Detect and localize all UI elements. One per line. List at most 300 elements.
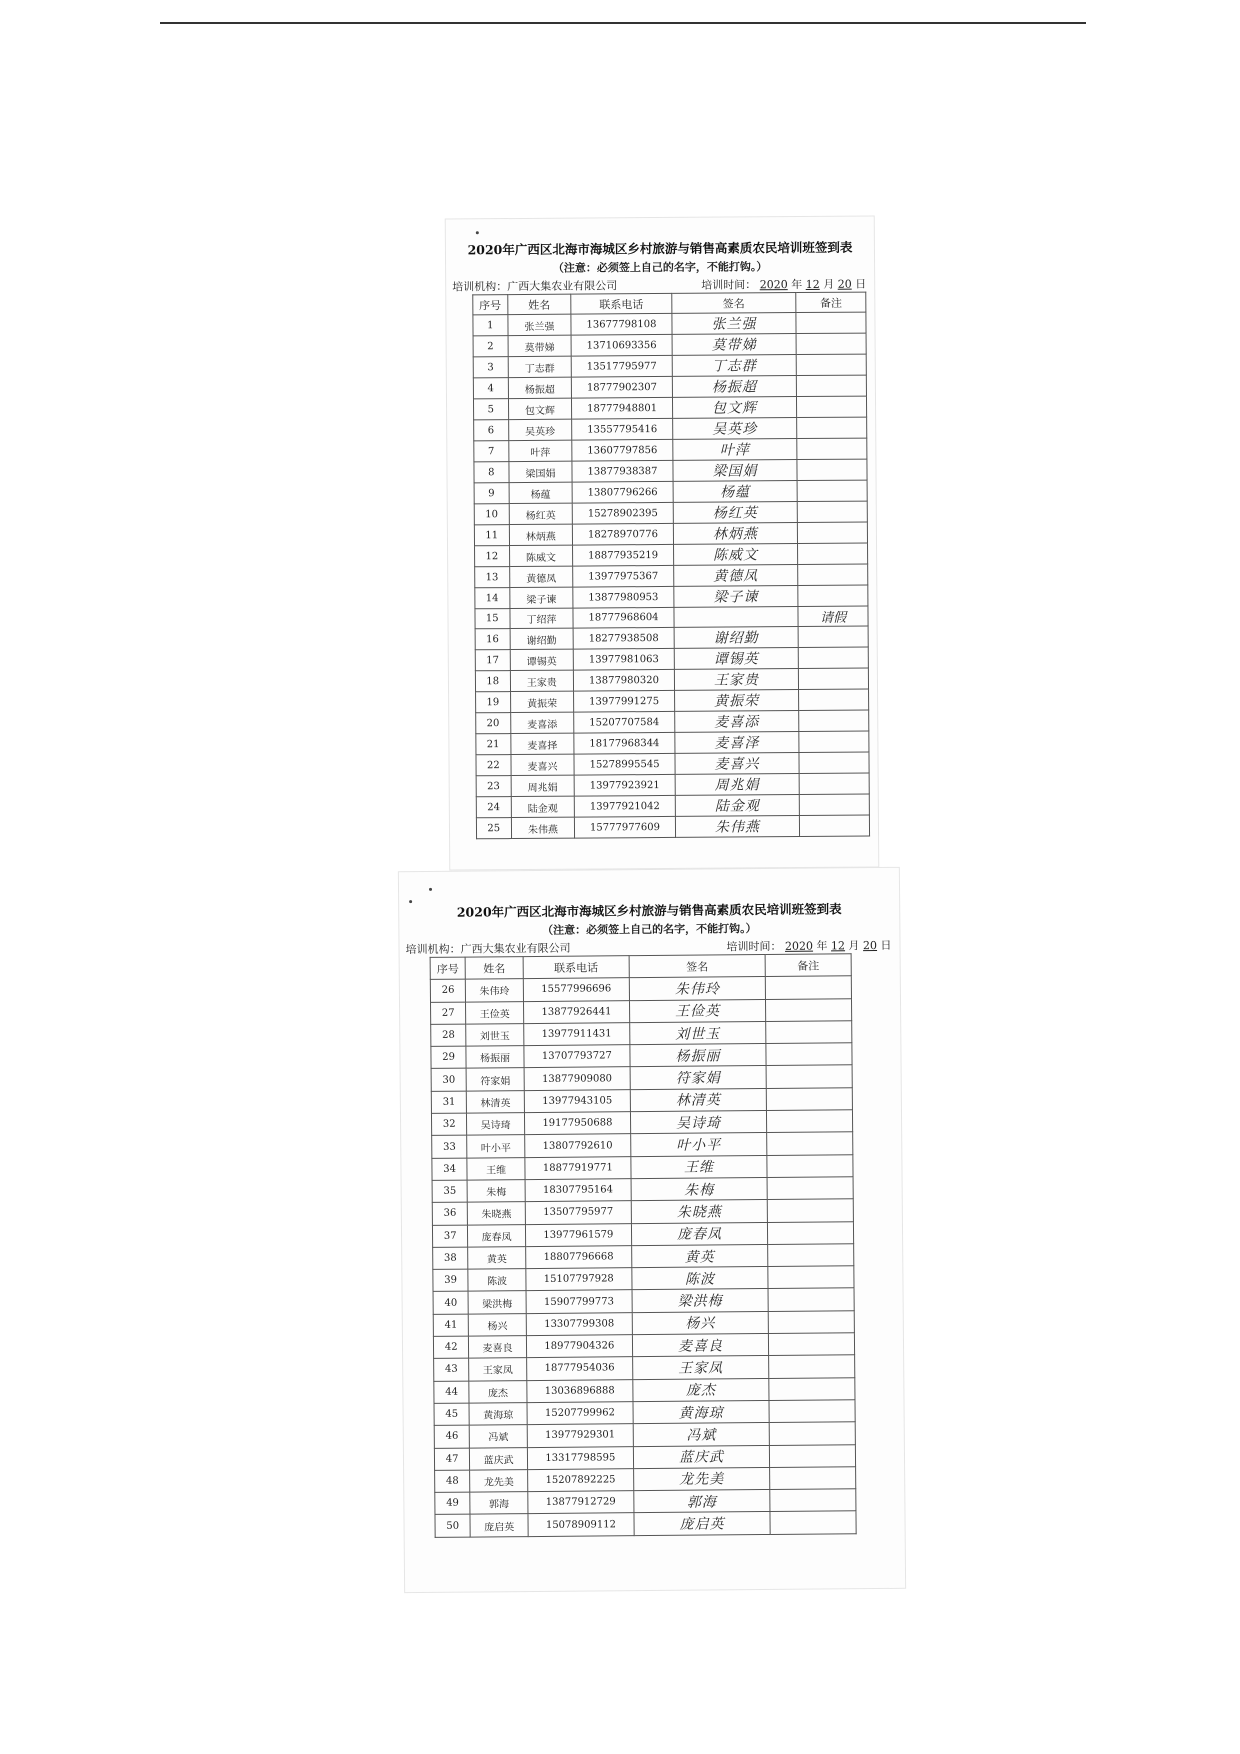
row-signature: 杨蕴: [673, 481, 798, 503]
row-name: 吴诗琦: [467, 1113, 525, 1136]
row-name: 龙先美: [470, 1469, 528, 1492]
row-remark: [770, 1444, 856, 1467]
row-name: 黄德凤: [509, 566, 573, 587]
row-name: 朱伟玲: [466, 979, 524, 1002]
table-row: [475, 647, 868, 671]
row-remark: [796, 354, 866, 375]
row-number: 12: [475, 546, 510, 567]
row-remark: [799, 773, 869, 794]
row-number: 36: [432, 1202, 468, 1225]
row-remark: [769, 1422, 855, 1445]
row-phone: 18977904326: [526, 1335, 632, 1358]
row-name: 林清英: [467, 1090, 525, 1113]
row-number: 11: [474, 525, 509, 546]
table-row: [473, 312, 866, 336]
row-name: 符家娟: [466, 1068, 524, 1091]
row-signature: 黄海琼: [633, 1400, 769, 1423]
row-name: 杨兴: [469, 1313, 527, 1336]
row-name: 莫带娣: [508, 335, 572, 356]
row-name: 梁洪梅: [468, 1291, 526, 1314]
row-name: 张兰强: [507, 314, 571, 335]
row-phone: 13877938387: [572, 460, 672, 482]
row-number: 23: [476, 776, 511, 797]
scan-speck: [476, 231, 479, 234]
row-phone: 18807796668: [525, 1246, 631, 1269]
row-signature: [674, 607, 799, 628]
row-name: 吴英珍: [508, 419, 572, 440]
row-name: 黄英: [468, 1246, 526, 1269]
row-phone: 13877980953: [573, 586, 673, 608]
row-remark: [798, 522, 868, 543]
row-phone: 13707793727: [524, 1045, 630, 1068]
table-row: [476, 815, 869, 839]
row-phone: 18277938508: [573, 627, 673, 649]
row-number: 27: [431, 1002, 467, 1025]
row-phone: 18777954036: [526, 1357, 632, 1380]
time-year: 2020: [784, 939, 814, 953]
row-remark: [766, 1088, 852, 1111]
row-signature: 朱伟玲: [629, 977, 765, 1000]
row-number: 46: [434, 1425, 470, 1448]
row-phone: 13877912729: [528, 1491, 634, 1514]
row-remark: [767, 1154, 853, 1177]
row-signature: 郭海: [634, 1490, 770, 1513]
row-number: 45: [434, 1403, 470, 1426]
row-number: 30: [431, 1069, 467, 1092]
row-signature: 杨红英: [673, 502, 798, 524]
sign-in-table: [472, 292, 870, 840]
row-signature: 林炳燕: [673, 523, 798, 545]
row-phone: 15278902395: [573, 502, 673, 524]
row-phone: 13977911431: [524, 1023, 630, 1046]
row-name: 包文辉: [508, 398, 572, 419]
row-phone: 13607797856: [572, 439, 672, 461]
row-remark: [769, 1333, 855, 1356]
row-phone: 15907799773: [526, 1290, 632, 1313]
row-phone: 13036896888: [527, 1379, 633, 1402]
row-remark: [767, 1132, 853, 1155]
row-name: 蓝庆武: [470, 1447, 528, 1470]
row-signature: 符家娟: [630, 1066, 766, 1089]
row-remark: [767, 1110, 853, 1133]
row-remark: [766, 998, 852, 1021]
row-signature: 庞启英: [634, 1512, 770, 1535]
row-name: 麦喜良: [469, 1336, 527, 1359]
row-name: 杨振超: [508, 377, 572, 398]
row-number: 21: [476, 734, 511, 755]
row-phone: 13977921042: [575, 795, 675, 817]
row-name: 杨振丽: [466, 1046, 524, 1069]
row-signature: 杨振丽: [630, 1044, 766, 1067]
row-signature: 朱伟燕: [675, 816, 800, 838]
row-signature: 杨振超: [672, 376, 797, 398]
row-signature: 梁子谏: [673, 586, 798, 608]
row-signature: 谢绍勤: [674, 627, 799, 649]
time-label: 培训时间：: [701, 278, 757, 292]
row-number: 3: [473, 357, 508, 378]
row-number: 25: [476, 818, 511, 839]
row-phone: 15078909112: [528, 1513, 634, 1536]
header-name: 姓名: [465, 957, 523, 980]
table-row: [474, 480, 867, 504]
row-number: 41: [433, 1314, 469, 1337]
sign-in-sheet-1: [446, 217, 879, 870]
time-month: 12: [830, 939, 846, 953]
row-remark: [798, 564, 868, 585]
table-row: [474, 522, 867, 546]
row-number: 17: [475, 650, 510, 671]
row-name: 冯斌: [470, 1425, 528, 1448]
row-phone: 18777948801: [572, 397, 672, 419]
row-name: 庞杰: [469, 1380, 527, 1403]
row-remark: [766, 1021, 852, 1044]
row-remark: [799, 794, 869, 815]
row-phone: 18777968604: [573, 607, 673, 628]
row-signature: 陈波: [632, 1267, 768, 1290]
time-month: 12: [805, 277, 820, 291]
time-year-unit: 年: [791, 278, 803, 292]
row-number: 37: [432, 1225, 468, 1248]
table-row: [475, 626, 868, 650]
row-remark: [798, 585, 868, 606]
row-remark: [797, 480, 867, 501]
row-signature: 周兆娟: [675, 774, 800, 796]
table-row: [475, 585, 868, 609]
row-signature: 张兰强: [672, 313, 797, 335]
row-signature: 包文辉: [672, 397, 797, 419]
row-phone: 13977991275: [574, 690, 674, 712]
table-row: [476, 710, 869, 734]
row-signature: 丁志群: [672, 355, 797, 377]
row-phone: 13710693356: [571, 334, 671, 356]
row-phone: 13977981063: [574, 648, 674, 670]
row-name: 叶萍: [508, 440, 572, 461]
row-phone: 18877919771: [525, 1156, 631, 1179]
row-phone: 15207892225: [527, 1468, 633, 1491]
table-row: [435, 1511, 856, 1537]
table-row: [475, 668, 868, 692]
sheet-note: （注意：必须签上自己的名字，不能打钩。）: [552, 260, 768, 275]
row-phone: 13977929301: [527, 1424, 633, 1447]
row-name: 梁子谏: [509, 587, 573, 608]
row-number: 35: [432, 1180, 468, 1203]
row-number: 5: [473, 399, 508, 420]
row-phone: 18177968344: [574, 732, 674, 754]
row-name: 王家贵: [510, 670, 574, 691]
row-remark: [797, 501, 867, 522]
row-remark: [766, 1065, 852, 1088]
table-row: [476, 773, 869, 797]
row-signature: 叶萍: [672, 439, 797, 461]
row-signature: 谭锡英: [674, 648, 799, 670]
row-remark: [796, 333, 866, 354]
row-name: 王家凤: [469, 1358, 527, 1381]
row-remark: [770, 1511, 856, 1534]
time-month-unit: 月: [823, 277, 835, 291]
time-year-unit: 年: [816, 939, 828, 953]
row-name: 周兆娟: [511, 775, 575, 796]
row-phone: 13317798595: [527, 1446, 633, 1469]
row-remark: [768, 1244, 854, 1267]
row-phone: 13877926441: [523, 1000, 629, 1023]
row-remark: [768, 1266, 854, 1289]
table-row: [474, 501, 867, 525]
row-number: 33: [432, 1135, 468, 1158]
row-signature: 黄英: [631, 1244, 767, 1267]
row-name: 陆金观: [511, 796, 575, 817]
row-number: 26: [430, 979, 466, 1002]
row-remark: [798, 543, 868, 564]
row-number: 39: [433, 1269, 469, 1292]
org-info: [452, 277, 617, 294]
row-signature: 朱晓燕: [631, 1200, 767, 1223]
row-remark: 请假: [798, 606, 868, 626]
row-signature: 庞春凤: [631, 1222, 767, 1245]
row-phone: 18278970776: [573, 523, 673, 545]
row-signature: 庞杰: [633, 1378, 769, 1401]
table-row: [476, 794, 869, 818]
row-phone: 18777902307: [572, 376, 672, 398]
row-number: 31: [431, 1091, 467, 1114]
sheet-note: （注意：必须签上自己的名字，不能打钩。）: [542, 922, 757, 937]
row-name: 郭海: [470, 1492, 528, 1515]
table-row: [476, 689, 869, 713]
table-row: [476, 752, 869, 776]
org-info: [405, 940, 570, 957]
row-signature: 王维: [631, 1155, 767, 1178]
row-remark: [797, 375, 867, 396]
row-signature: 麦喜兴: [675, 753, 800, 775]
row-name: 刘世玉: [466, 1024, 524, 1047]
table-row: [475, 606, 868, 629]
row-remark: [768, 1221, 854, 1244]
row-signature: 吴英珍: [672, 418, 797, 440]
row-number: 2: [473, 336, 508, 357]
row-number: 14: [475, 588, 510, 609]
row-name: 陈威文: [509, 545, 573, 566]
row-name: 王俭英: [466, 1001, 524, 1024]
table-row: [473, 333, 866, 357]
time-year: 2020: [759, 278, 788, 292]
row-signature: 王家凤: [632, 1356, 768, 1379]
row-phone: 13517795977: [572, 355, 672, 377]
row-signature: 麦喜泽: [675, 732, 800, 754]
row-number: 4: [473, 378, 508, 399]
row-name: 丁绍萍: [509, 608, 573, 628]
time-day: 20: [862, 939, 878, 953]
row-number: 8: [474, 462, 509, 483]
sheet-meta: [446, 276, 874, 295]
time-info: [726, 937, 891, 954]
table-row: [473, 354, 866, 378]
row-remark: [798, 626, 868, 647]
row-name: 朱梅: [467, 1180, 525, 1203]
scan-speck: [429, 888, 432, 891]
row-remark: [768, 1288, 854, 1311]
row-name: 黄振荣: [510, 691, 574, 712]
time-month-unit: 月: [848, 939, 860, 953]
row-number: 44: [434, 1381, 470, 1404]
row-number: 18: [475, 671, 510, 692]
table-body: [430, 976, 856, 1537]
header-no: 序号: [473, 295, 508, 315]
row-remark: [797, 417, 867, 438]
row-phone: 15777977609: [575, 816, 675, 838]
row-signature: 莫带娣: [672, 334, 797, 356]
row-remark: [796, 312, 866, 333]
row-number: 34: [432, 1158, 468, 1181]
row-remark: [799, 731, 869, 752]
row-phone: 13307799308: [526, 1312, 632, 1335]
row-signature: 林清英: [630, 1088, 766, 1111]
row-number: 16: [475, 629, 510, 650]
row-signature: 叶小平: [631, 1133, 767, 1156]
row-phone: 15278995545: [574, 753, 674, 775]
row-remark: [769, 1400, 855, 1423]
row-signature: 朱梅: [631, 1177, 767, 1200]
row-number: 22: [476, 755, 511, 776]
row-remark: [799, 689, 869, 710]
row-name: 林炳燕: [509, 524, 573, 545]
header-remark: 备注: [765, 954, 851, 977]
row-name: 谢绍勤: [510, 628, 574, 649]
row-number: 38: [433, 1247, 469, 1270]
row-number: 1: [473, 315, 508, 336]
row-signature: 龙先美: [633, 1467, 769, 1490]
row-signature: 杨兴: [632, 1311, 768, 1334]
row-number: 19: [476, 692, 511, 713]
row-number: 20: [476, 713, 511, 734]
row-signature: 梁国娟: [673, 460, 798, 482]
row-name: 朱伟燕: [511, 817, 575, 838]
row-number: 13: [475, 567, 510, 588]
row-remark: [768, 1310, 854, 1333]
table-header-row: [473, 292, 866, 315]
row-signature: 陆金观: [675, 795, 800, 817]
table-row: [475, 543, 868, 567]
row-signature: 麦喜良: [632, 1334, 768, 1357]
row-name: 王维: [467, 1157, 525, 1180]
row-number: 42: [433, 1336, 469, 1359]
row-number: 24: [476, 797, 511, 818]
row-number: 15: [475, 609, 510, 629]
header-signature: 签名: [671, 293, 796, 314]
row-phone: 13807796266: [572, 481, 672, 503]
row-remark: [799, 752, 869, 773]
time-day-unit: 日: [855, 277, 867, 291]
row-remark: [770, 1467, 856, 1490]
row-number: 10: [474, 504, 509, 525]
table-row: [474, 459, 867, 483]
row-phone: 18877935219: [573, 544, 673, 566]
row-name: 谭锡英: [510, 649, 574, 670]
row-remark: [767, 1177, 853, 1200]
row-signature: 王俭英: [629, 999, 765, 1022]
row-remark: [797, 459, 867, 480]
row-phone: 13557795416: [572, 418, 672, 440]
row-remark: [770, 1489, 856, 1512]
row-number: 43: [434, 1358, 470, 1381]
table-row: [476, 731, 869, 755]
row-number: 48: [435, 1470, 471, 1493]
row-name: 陈波: [468, 1269, 526, 1292]
row-number: 49: [435, 1492, 471, 1515]
row-name: 朱晓燕: [468, 1202, 526, 1225]
row-signature: 王家贵: [674, 669, 799, 691]
header-name: 姓名: [507, 294, 571, 314]
row-signature: 蓝庆武: [633, 1445, 769, 1468]
row-signature: 刘世玉: [630, 1021, 766, 1044]
row-name: 杨蕴: [509, 482, 573, 503]
row-name: 丁志群: [508, 356, 572, 377]
org-label: 培训机构：: [452, 280, 508, 294]
org-value: 广西大集农业有限公司: [460, 941, 571, 956]
row-signature: 黄德凤: [673, 565, 798, 587]
row-signature: 冯斌: [633, 1423, 769, 1446]
row-phone: 13977943105: [524, 1089, 630, 1112]
row-remark: [800, 815, 870, 836]
header-signature: 签名: [629, 955, 765, 978]
row-name: 黄海琼: [469, 1403, 527, 1426]
row-phone: 18307795164: [525, 1179, 631, 1202]
sign-in-sheet-2: [399, 868, 905, 1592]
header-remark: 备注: [796, 292, 866, 312]
row-name: 庞春凤: [468, 1224, 526, 1247]
time-label: 培训时间：: [726, 939, 782, 954]
row-number: 28: [431, 1024, 467, 1047]
row-phone: 15107797928: [526, 1268, 632, 1291]
sheet-title: 2020年广西区北海市海城区乡村旅游与销售高素质农民培训班签到表: [456, 901, 842, 920]
table-row: [475, 564, 868, 588]
row-phone: 13677798108: [571, 313, 671, 335]
row-remark: [799, 668, 869, 689]
row-name: 麦喜添: [510, 712, 574, 733]
row-number: 50: [435, 1515, 471, 1538]
row-phone: 13977923921: [574, 774, 674, 796]
row-remark: [766, 1043, 852, 1066]
row-remark: [797, 438, 867, 459]
row-name: 麦喜兴: [511, 754, 575, 775]
row-signature: 陈威文: [673, 544, 798, 566]
row-remark: [767, 1199, 853, 1222]
row-remark: [769, 1355, 855, 1378]
row-phone: 19177950688: [524, 1112, 630, 1135]
row-phone: 13977961579: [525, 1223, 631, 1246]
scan-speck: [409, 900, 412, 903]
header-no: 序号: [430, 957, 466, 980]
row-remark: [798, 647, 868, 668]
row-number: 9: [474, 483, 509, 504]
row-remark: [769, 1377, 855, 1400]
row-signature: 梁洪梅: [632, 1289, 768, 1312]
org-value: 广西大集农业有限公司: [507, 279, 618, 294]
row-signature: 麦喜添: [674, 711, 799, 733]
sheet-title: 2020年广西区北海市海城区乡村旅游与销售高素质农民培训班签到表: [467, 239, 853, 258]
sign-in-table: [430, 953, 857, 1537]
time-info: [701, 276, 866, 293]
table-row: [473, 396, 866, 420]
row-name: 杨红英: [509, 503, 573, 524]
row-number: 7: [474, 441, 509, 462]
header-phone: 联系电话: [571, 293, 671, 314]
row-remark: [799, 710, 869, 731]
row-signature: 黄振荣: [674, 690, 799, 712]
row-number: 47: [434, 1448, 470, 1471]
row-name: 叶小平: [467, 1135, 525, 1158]
row-phone: 15207707584: [574, 711, 674, 733]
page-top-rule: [160, 22, 1086, 24]
row-number: 32: [431, 1113, 467, 1136]
